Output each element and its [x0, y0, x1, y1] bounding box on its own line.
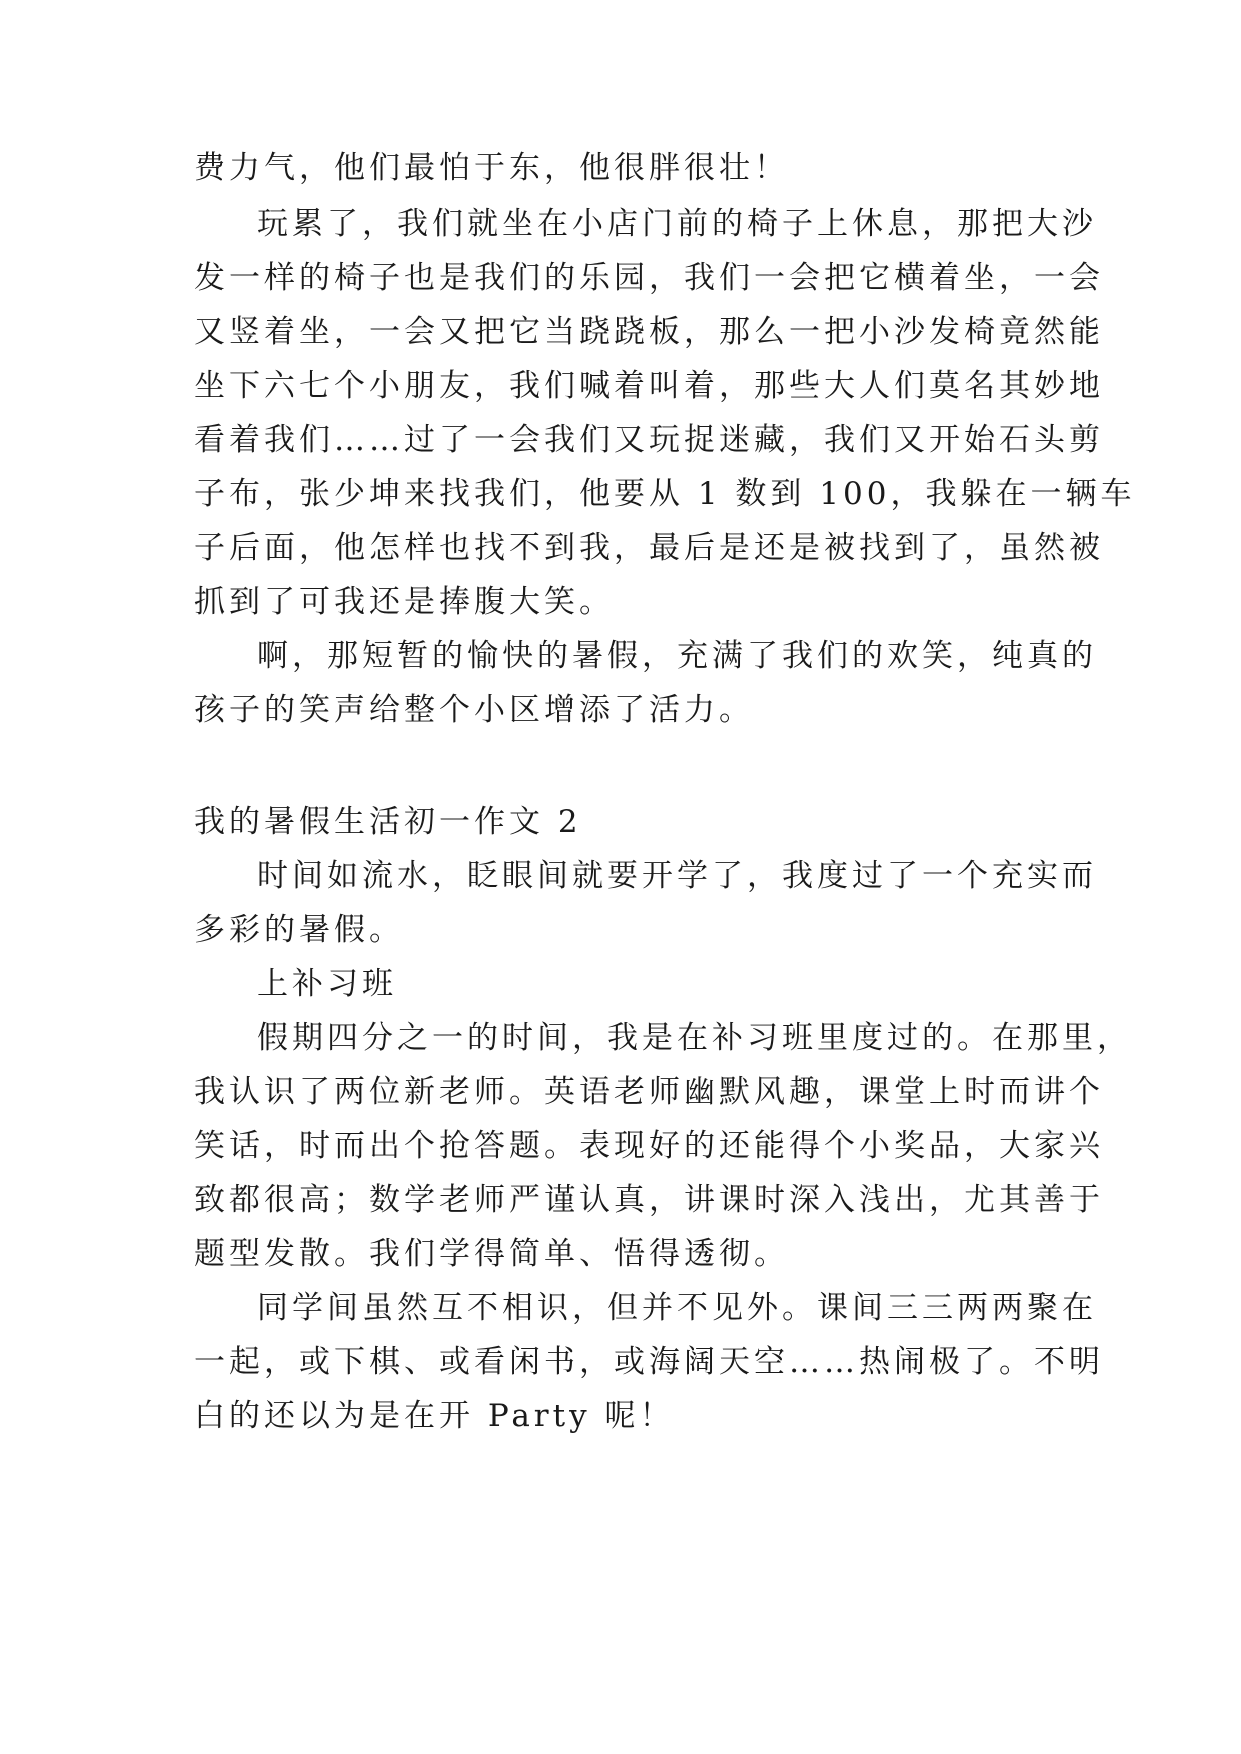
text-line: 致都很高；数学老师严谨认真，讲课时深入浅出，尤其善于 [194, 1182, 1104, 1218]
paragraph-first-line: 啊，那短暂的愉快的暑假，充满了我们的欢笑，纯真的 [257, 638, 1097, 674]
text-line: 子布，张少坤来找我们，他要从 1 数到 100，我躲在一辆车 [194, 476, 1136, 512]
text-line: 白的还以为是在开 Party 呢！ [194, 1398, 675, 1434]
paragraph-first-line: 玩累了，我们就坐在小店门前的椅子上休息，那把大沙 [257, 206, 1097, 242]
text-line: 一起，或下棋、或看闲书，或海阔天空……热闹极了。不明 [194, 1344, 1104, 1380]
text-line: 题型发散。我们学得简单、悟得透彻。 [194, 1236, 789, 1272]
text-line: 我认识了两位新老师。英语老师幽默风趣，课堂上时而讲个 [194, 1074, 1104, 1110]
text-line: 发一样的椅子也是我们的乐园，我们一会把它横着坐，一会 [194, 260, 1104, 296]
text-line: 看着我们……过了一会我们又玩捉迷藏，我们又开始石头剪 [194, 422, 1104, 458]
text-line: 多彩的暑假。 [194, 912, 404, 948]
subheading: 上补习班 [257, 966, 397, 1002]
paragraph-first-line: 同学间虽然互不相识，但并不见外。课间三三两两聚在 [257, 1290, 1097, 1326]
section-heading: 我的暑假生活初一作文 2 [194, 804, 582, 840]
text-line: 坐下六七个小朋友，我们喊着叫着，那些大人们莫名其妙地 [194, 368, 1104, 404]
text-line: 子后面，他怎样也找不到我，最后是还是被找到了，虽然被 [194, 530, 1104, 566]
text-line: 抓到了可我还是捧腹大笑。 [194, 584, 614, 620]
paragraph-first-line: 时间如流水，眨眼间就要开学了，我度过了一个充实而 [257, 858, 1097, 894]
text-line: 孩子的笑声给整个小区增添了活力。 [194, 692, 754, 728]
text-line: 笑话，时而出个抢答题。表现好的还能得个小奖品，大家兴 [194, 1128, 1104, 1164]
text-line: 费力气，他们最怕于东，他很胖很壮！ [194, 150, 789, 186]
text-line: 又竖着坐，一会又把它当跷跷板，那么一把小沙发椅竟然能 [194, 314, 1104, 350]
paragraph-first-line: 假期四分之一的时间，我是在补习班里度过的。在那里， [257, 1020, 1132, 1056]
